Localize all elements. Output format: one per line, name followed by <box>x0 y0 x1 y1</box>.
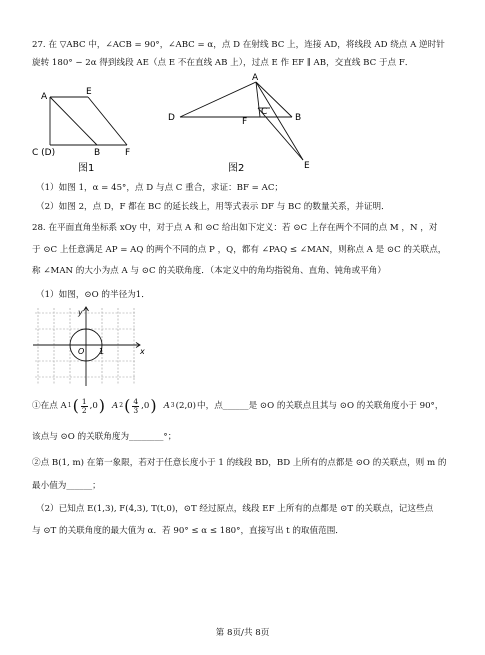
q28-line2: 于 ⊙C 上任意满足 AP = AQ 的两个不同的点 P ，Q，都有 ∠PAQ ≤ ∠MAN，则称点 A 是 ⊙C 的关联点， <box>32 245 447 255</box>
fraction-half-num: 1 <box>81 397 87 406</box>
part1-sub3: 3 <box>170 402 175 410</box>
fig1-segment-ef <box>88 97 127 145</box>
q28-sub2-line1: （2）已知点 E(1,3), F(4,3), T(t,0)，⊙T 经过原点，线段 EF 上所有的点都是 ⊙T 的关联点，记这些点 <box>36 504 434 514</box>
part1-prefix: ①在点 A <box>32 400 67 411</box>
part1-tail: 中，点______是 ⊙O 的关联点且其与 ⊙O 的关联角度小于 90°， <box>197 400 444 411</box>
fig1-label-b: B <box>94 148 101 158</box>
figure-1 <box>30 85 145 177</box>
q28-part2-line2: 最小值为______； <box>32 481 101 491</box>
fig1-segment-ab <box>50 97 97 145</box>
paren-open-2: ( <box>124 396 131 415</box>
paren-close-1: ) <box>98 396 106 415</box>
coordinate-grid-figure <box>30 306 152 388</box>
part1-sub1: 1 <box>67 402 72 410</box>
fig2-segment-ad <box>180 82 256 117</box>
q28-sub2-line2: 与 ⊙T 的关联角度的最大值为 α．若 90° ≤ α ≤ 180°，直接写出 t 的取值范围． <box>32 526 344 536</box>
part1-comma-2: ,0 <box>141 400 150 411</box>
axis-label-x: x <box>140 347 145 356</box>
fig1-label-cd: C (D) <box>32 148 56 158</box>
page-footer: 第 8页/共 8页 <box>215 628 270 638</box>
fraction-four-thirds-den: 3 <box>133 405 139 415</box>
q28-part1-line2: 该点与 ⊙O 的关联角度为________°； <box>32 432 177 442</box>
unit-label-one: 1 <box>99 347 105 356</box>
fraction-four-thirds-num: 4 <box>133 397 139 406</box>
fig2-label-f: F <box>242 117 248 127</box>
part1-a3-value: (2,0) <box>175 400 196 411</box>
q28-part1-line1 <box>32 396 443 416</box>
q28-line1: 28. 在平面直角坐标系 xOy 中，对于点 A 和 ⊙C 给出如下定义：若 ⊙C 上存在两个不同的点 M ，N ，对 <box>32 223 438 233</box>
figure-2 <box>160 72 320 178</box>
fig2-label-d: D <box>168 113 175 123</box>
q27-line1: 27. 在 ▽ABC 中，∠ACB = 90°，∠ABC = α，点 D 在射线 BC 上，连接 AD，将线段 AD 绕点 A 逆时针 <box>32 40 445 50</box>
fig2-label-c: C <box>261 107 268 117</box>
q28-sub1-intro: （1）如图，⊙O 的半径为1． <box>36 290 150 300</box>
part1-comma-1: ,0 <box>89 400 98 411</box>
fraction-half <box>81 398 88 414</box>
part1-sub2: 2 <box>119 402 124 410</box>
axis-label-y: y <box>78 308 83 317</box>
q27-sub1: （1）如图 1，α = 45°，点 D 与点 C 重合，求证：BF = AC； <box>36 183 283 193</box>
fig1-label-e: E <box>86 87 92 97</box>
fig1-label-a: A <box>41 92 48 102</box>
fig2-label-b: B <box>295 113 302 123</box>
fraction-half-den: 2 <box>81 405 87 415</box>
fig1-label-f: F <box>125 148 131 158</box>
origin-label: O <box>78 347 85 356</box>
fraction-four-thirds <box>132 398 139 414</box>
paren-close-2: ) <box>150 396 157 415</box>
part1-a2: A <box>112 400 119 411</box>
paren-open-1: ( <box>72 396 79 415</box>
q28-part2-line1: ②点 B(1, m) 在第一象限，若对于任意长度小于 1 的线段 BD，BD 上所有的点都是 ⊙O 的关联点，则 m 的 <box>32 458 447 468</box>
fig2-label-a: A <box>252 73 259 83</box>
fig2-label-e: E <box>304 161 310 171</box>
q27-sub2: （2）如图 2，点 D，F 都在 BC 的延长线上，用等式表示 DF 与 BC 的数量关系，并证明． <box>36 202 390 212</box>
fig2-caption: 图2 <box>228 163 245 174</box>
q28-line3: 称 ∠MAN 的大小为点 A 与 ⊙C 的关联角度．（本定义中的角均指锐角、直角、钝角或平角） <box>32 266 386 276</box>
part1-a3: A <box>163 400 170 411</box>
q27-line2: 旋转 180° − 2α 得到线段 AE（点 E 不在直线 AB 上），过点 E 作 EF ∥ AB，交直线 BC 于点 F． <box>32 58 414 68</box>
fig1-caption: 图1 <box>78 163 95 174</box>
